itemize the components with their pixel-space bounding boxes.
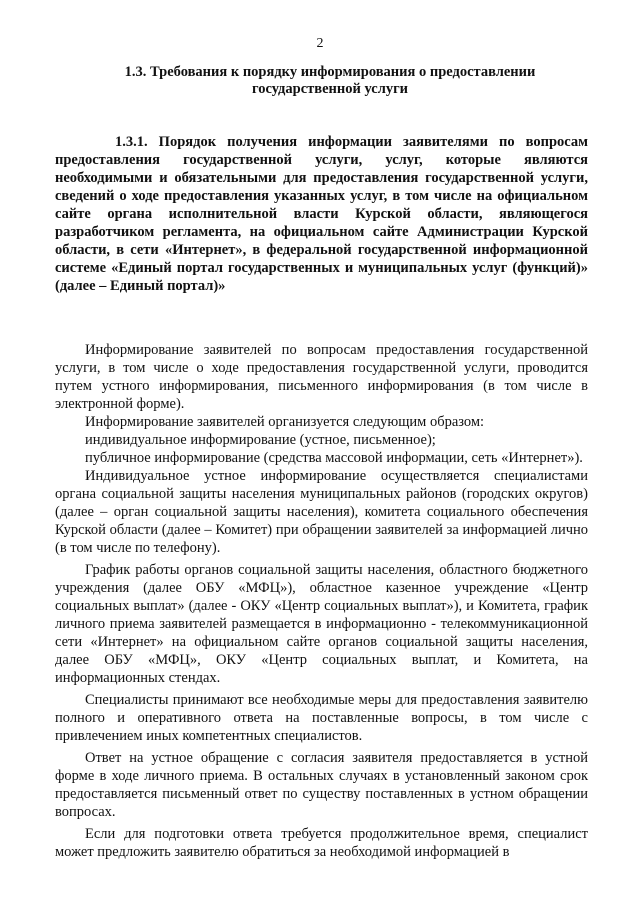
subsection-heading	[55, 133, 588, 295]
paragraph: Если для подготовки ответа требуется продолжительное время, специалист может предложить заявителю обратиться за необходимой информацией в	[55, 826, 588, 860]
paragraph: Ответ на устное обращение с согласия заявителя предоставляется в устной форме в ходе личного приема. В остальных случаях в установленный законом срок предоставляется письменный ответ по существу поставленных в устном обращении вопросах.	[55, 750, 588, 820]
paragraph: Индивидуальное устное информирование осуществляется специалистами органа социальной защиты населения муниципальных районов (городских округов) (далее – орган социальной защиты населения), комитета социального обеспечения Курской области (далее – Комитет) при обращении заявителей за информацией лично (в том числе по телефону).	[55, 468, 588, 556]
paragraph: Специалисты принимают все необходимые меры для предоставления заявителю полного и оперативного ответа на поставленные вопросы, в том числе с привлечением иных компетентных специалистов.	[55, 692, 588, 744]
subsection-number: 1.3.1.	[115, 134, 148, 150]
paragraph: публичное информирование (средства массовой информации, сеть «Интернет»).	[85, 450, 583, 466]
paragraph: Информирование заявителей по вопросам предоставления государственной услуги, в том числе о ходе предоставления государственной услуги, проводится путем устного информирования, письменного информирования (в том числе в электронной форме).	[55, 342, 588, 412]
document-body	[55, 341, 588, 861]
paragraph: График работы органов социальной защиты населения, областного бюджетного учреждения (далее ОБУ «МФЦ»), областное казенное учреждение «Центр социальных выплат» (далее - ОКУ «Центр социальных выплат»), и Комитета, график личного приема заявителей размещается в информационно - телекоммуникационной сети «Интернет» на официальном сайте органов социальной защиты населения, далее ОБУ «МФЦ», ОКУ «Центр социальных выплат, и Комитета, на информационных стендах.	[55, 562, 588, 686]
page-number: 2	[316, 36, 324, 51]
paragraph: Информирование заявителей организуется следующим образом:	[85, 414, 485, 430]
section-heading: 1.3. Требования к порядку информирования о предоставлении государственной услуги	[124, 64, 536, 97]
subsection-heading-text: Порядок получения информации заявителями по вопросам предоставления государственной услуги, услуг, которые являются необходимыми и обязательными для предоставления государственной услуги, сведений о ходе предоставления указанных услуг, в том числе на официальном сайте органа исполнительной власти Курской области, являющегося разработчиком регламента, на официальном сайте Администрации Курской области, в сети «Интернет», в федеральной государственной информационной системе «Единый портал государственных и муниципальных услуг (функций)» (далее – Единый портал)»	[55, 134, 589, 294]
paragraph: индивидуальное информирование (устное, письменное);	[85, 432, 436, 448]
